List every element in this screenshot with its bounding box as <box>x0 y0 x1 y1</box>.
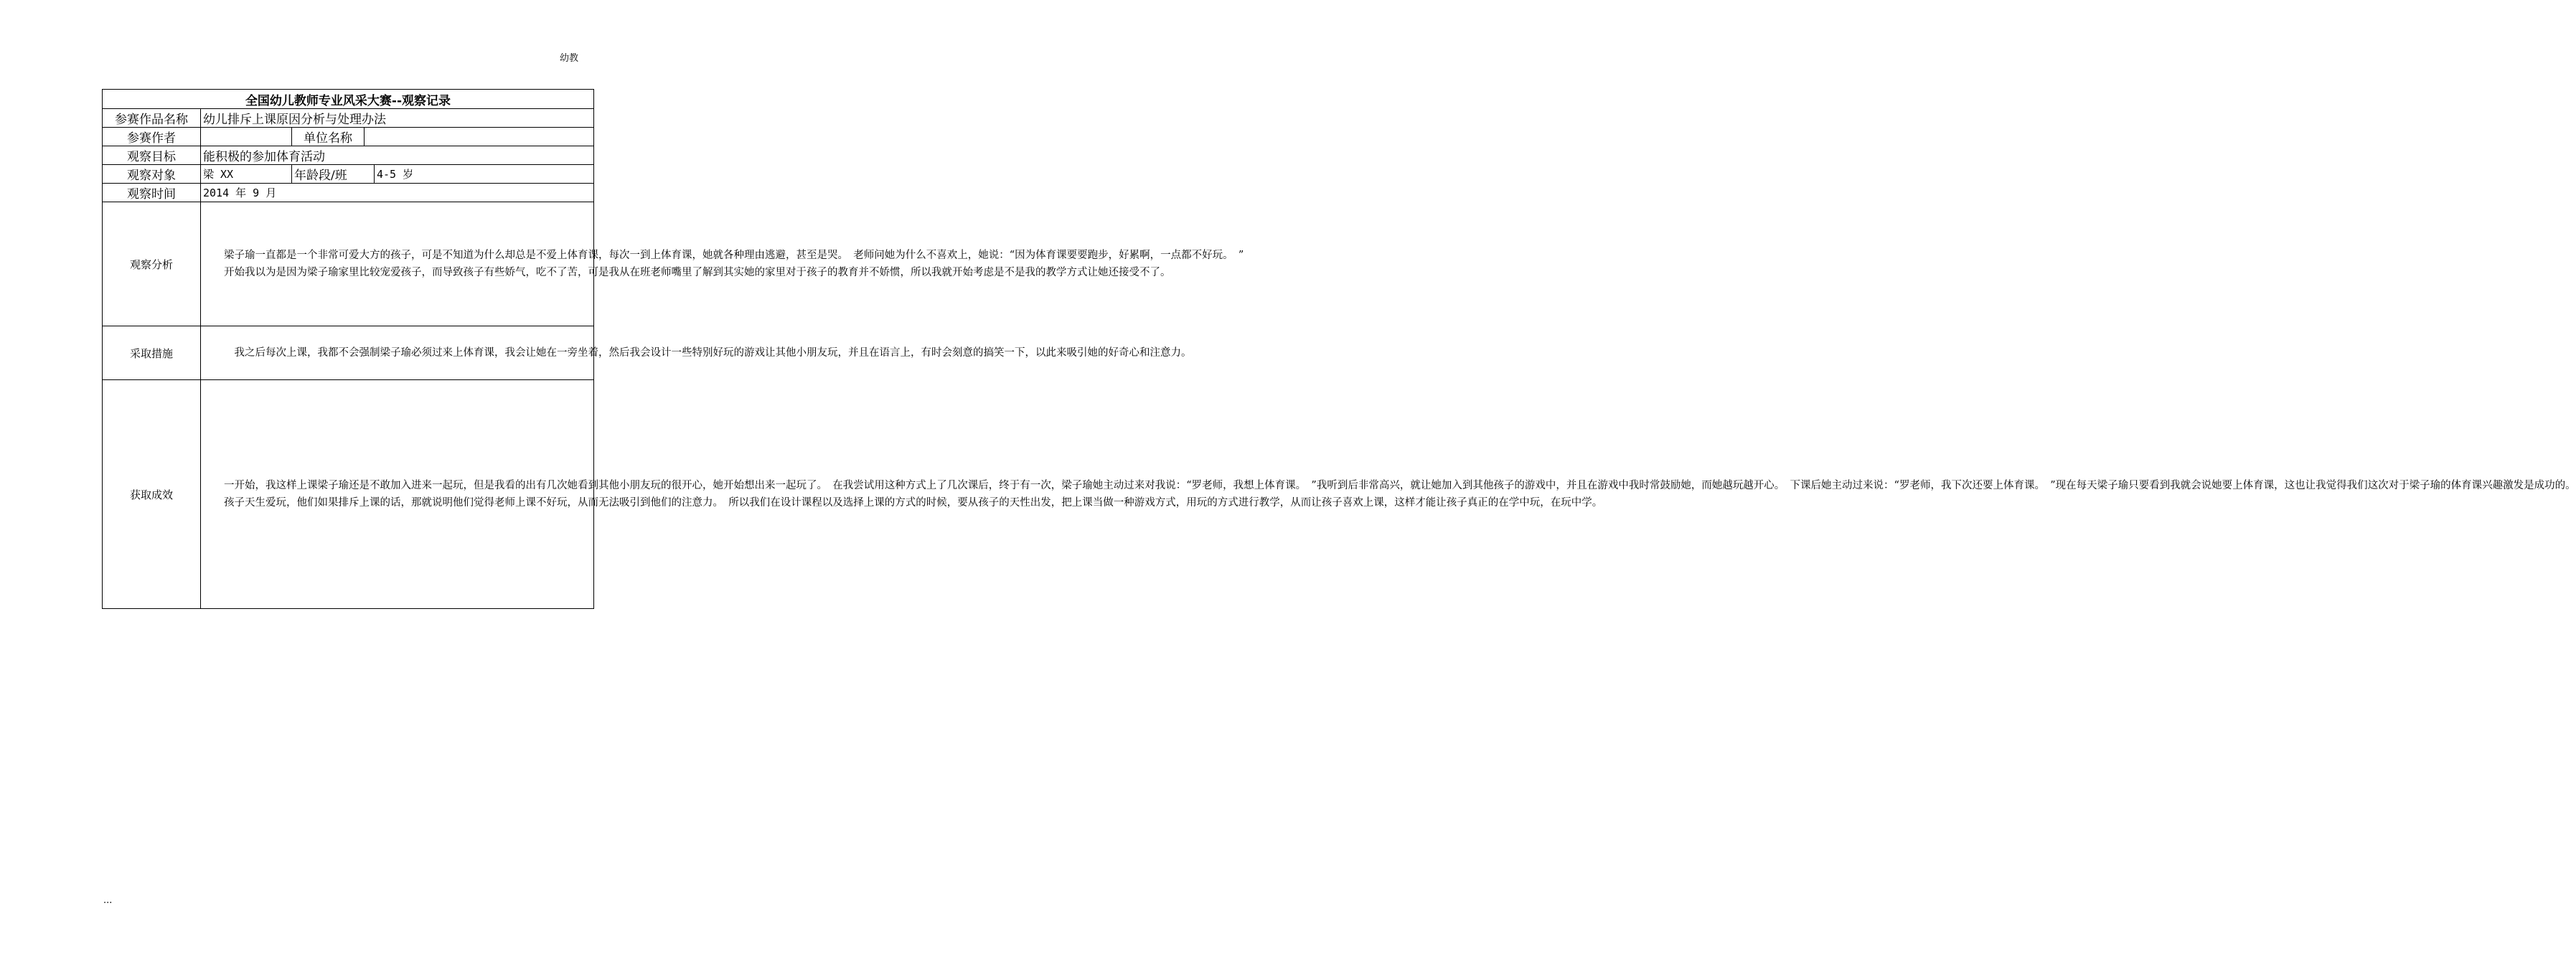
analysis-paragraph-2: 开始我以为是因为梁子瑜家里比较宠爱孩子，而导致孩子有些娇气，吃不了苦，可是我从在班老师嘴里了解到其实她的家里对于孩子的教育并不娇惯，所以我就开始考虑是不是我的教学方式让她还接受不了。 <box>224 267 1171 278</box>
measures-paragraph-1: 我之后每次上课，我都不会强制梁子瑜必须过来上体育课，我会让她在一旁坐着，然后我会设计一些特别好玩的游戏让其他小朋友玩，并且在语言上，有时会刻意的搞笑一下，以此来吸引她的好奇心和注意力。 <box>224 346 1192 359</box>
subject-value: 梁 XX <box>201 165 292 184</box>
subject-row <box>103 165 594 184</box>
measures-label: 采取措施 <box>103 326 201 380</box>
time-label: 观察时间 <box>103 184 201 202</box>
goal-label: 观察目标 <box>103 146 201 165</box>
time-value: 2014 年 9 月 <box>201 184 594 202</box>
analysis-row <box>103 202 594 326</box>
header-tag: 幼教 <box>560 53 579 64</box>
analysis-paragraph-1: 梁子瑜一直都是一个非常可爱大方的孩子，可是不知道为什么却总是不爱上体育课，每次一到上体育课，她就各种理由逃避，甚至是哭。 老师问她为什么不喜欢上，她说：“因为体育课要要跑步，好累啊，一点都不好玩。 ” <box>224 249 1244 261</box>
title-row <box>103 90 594 109</box>
analysis-label: 观察分析 <box>103 202 201 326</box>
age-value: 4-5 岁 <box>375 165 594 184</box>
unit-value <box>365 128 594 146</box>
observation-record-table <box>102 89 2576 609</box>
analysis-body <box>201 202 1244 326</box>
time-row <box>103 184 594 202</box>
goal-row <box>103 146 594 165</box>
results-body <box>201 380 2576 609</box>
work-name-value: 幼儿排斥上课原因分析与处理办法 <box>201 109 594 128</box>
results-paragraph-2: 孩子天生爱玩，他们如果排斥上课的话，那就说明他们觉得老师上课不好玩，从而无法吸引到他们的注意力。 所以我们在设计课程以及选择上课的方式的时候，要从孩子的天性出发，把上课当做一种游戏方式，用玩的方式进行教学，从而让孩子喜欢上课，这样才能让孩子真正的在学中玩，在玩中学。 <box>224 497 1603 509</box>
measures-body <box>201 326 1192 380</box>
work-name-row <box>103 109 594 128</box>
footer-ellipsis: ... <box>103 895 113 906</box>
results-row <box>103 380 594 609</box>
results-paragraph-1: 一开始，我这样上课梁子瑜还是不敢加入进来一起玩，但是我看的出有几次她看到其他小朋友玩的很开心，她开始想出来一起玩了。 在我尝试用这种方式上了几次课后，终于有一次，梁子瑜她主动过来对我说：“罗老师，我想上体育课。 ”我听到后非常高兴，就让她加入到其他孩子的游戏中，并且在游戏中我时常鼓励她，而她越玩越开心。 下课后她主动过来说：“罗老师，我下次还要上体育课。 ”现在每天梁子瑜只要看到我就会说她要上体育课，这也让我觉得我们这次对于梁子瑜的体育课兴趣激发是成功的。 <box>224 479 2576 491</box>
author-label: 参赛作者 <box>103 128 201 146</box>
results-label: 获取成效 <box>103 380 201 609</box>
author-value <box>201 128 292 146</box>
age-label: 年龄段/班 <box>292 165 375 184</box>
subject-label: 观察对象 <box>103 165 201 184</box>
measures-row <box>103 326 594 380</box>
record-title: 全国幼儿教师专业风采大赛--观察记录 <box>103 90 594 109</box>
goal-value: 能积极的参加体育活动 <box>201 146 594 165</box>
work-name-label: 参赛作品名称 <box>103 109 201 128</box>
author-row <box>103 128 594 146</box>
unit-label: 单位名称 <box>292 128 365 146</box>
